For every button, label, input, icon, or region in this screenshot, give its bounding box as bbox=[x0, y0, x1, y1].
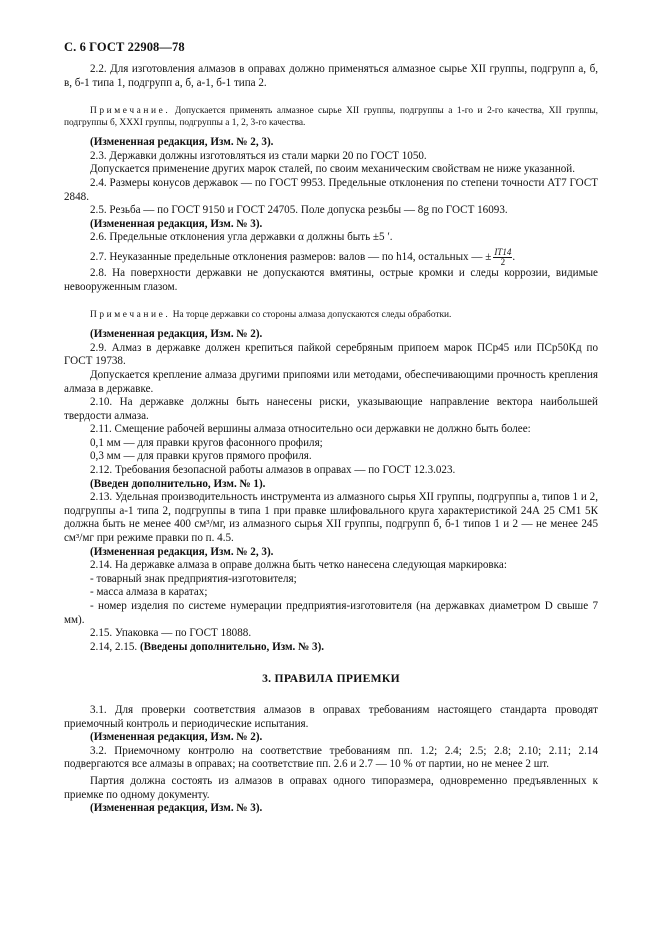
fraction-numerator: IT14 bbox=[494, 246, 512, 257]
clause-ref: 2.14, 2.15. bbox=[90, 640, 138, 653]
clause-2-10: 2.10. На державке должны быть нанесены риски, указывающие направление вектора наибольшей твердости алмаза. bbox=[64, 396, 598, 422]
note-text: На торце державки со стороны алмаза допускаются следы обработки. bbox=[170, 310, 452, 321]
note-label: Примечание. bbox=[90, 310, 171, 321]
edition-note: (Измененная редакция, Изм. № 2). bbox=[90, 731, 263, 744]
clause-3-2-extra: Партия должна состоять из алмазов в оправах одного типоразмера, одновременно предъявленных к приемке по одному документу. bbox=[64, 774, 598, 801]
marking-item: - номер изделия по системе нумерации предприятия-изготовителя (на державках диаметром D свыше 7 мм). bbox=[64, 600, 598, 626]
section-title: 3. ПРАВИЛА ПРИЕМКИ bbox=[262, 672, 400, 686]
fraction bbox=[493, 248, 512, 267]
clause-2-4: 2.4. Размеры конусов державок — по ГОСТ 9953. Предельные отклонения по степени точности АТ7 ГОСТ 2848. bbox=[64, 176, 598, 203]
edition-note: (Введен дополнительно, Изм. № 1). bbox=[90, 477, 266, 490]
marking-item: - масса алмаза в каратах; bbox=[90, 586, 208, 599]
clause-2-6: 2.6. Предельные отклонения угла державки α должны быть ±5 ′. bbox=[90, 231, 393, 244]
edition-note: (Введены дополнительно, Изм. № 3). bbox=[139, 640, 325, 653]
clause-3-2: 3.2. Приемочному контролю на соответствие требованиям пп. 1.2; 2.4; 2.5; 2.8; 2.10; 2.11; 2.14 подвергаются все алмазы в оправах; на соответствие пп. 2.6 и 2.7 — 10 % от партии, но не менее 2 шт. bbox=[64, 744, 598, 771]
clause-2-11-b: 0,3 мм — для правки кругов прямого профиля. bbox=[90, 450, 312, 463]
note-text: Допускается применять алмазное сырье XII группы, подгруппы а 1-го и 2-го качества, XII группы, подгруппы б, XXXI группы, подгруппы а 1, 2, 3-го качества. bbox=[64, 106, 598, 129]
clause-2-15: 2.15. Упаковка — по ГОСТ 18088. bbox=[90, 627, 252, 640]
clause-2-7 bbox=[64, 248, 598, 267]
clause-2-7-end: . bbox=[512, 250, 516, 263]
edition-note: (Измененная редакция, Изм. № 3). bbox=[90, 802, 263, 815]
note-label: Примечание. bbox=[90, 106, 171, 117]
fraction-denominator: 2 bbox=[500, 256, 506, 267]
edition-note: (Измененная редакция, Изм. № 2, 3). bbox=[90, 136, 274, 149]
clause-2-8: 2.8. На поверхности державки не допускаются вмятины, острые кромки и следы коррозии, видимые невооруженным глазом. bbox=[64, 266, 598, 293]
note-1 bbox=[64, 105, 598, 129]
clause-2-5: 2.5. Резьба — по ГОСТ 9150 и ГОСТ 24705. Поле допуска резьбы — 8g по ГОСТ 16093. bbox=[90, 204, 508, 217]
clause-2-14: 2.14. На державке алмаза в оправе должна быть четко нанесена следующая маркировка: bbox=[90, 559, 507, 572]
clause-2-13: 2.13. Удельная производительность инструмента из алмазного сырья XII группы, подгруппы а, типов 1 и 2, подгруппы а-1 типа 2, подгруппы в типа 1 при правке шлифовального круга характеристикой 24А 25 СМ1 5К должна быть не менее 400 см³/мг, из алмазного сырья XII группы, подгрупп б, б-1 типов 1 и 2 — не менее 245 см³/мг при режиме правки по п. 4.5. bbox=[64, 491, 598, 545]
marking-item: - товарный знак предприятия-изготовителя; bbox=[90, 572, 297, 585]
spacer bbox=[64, 294, 598, 304]
clause-2-11-a: 0,1 мм — для правки кругов фасонного профиля; bbox=[90, 436, 323, 449]
spacer bbox=[64, 90, 598, 100]
note-2 bbox=[64, 309, 598, 321]
clause-2-9-extra: Допускается крепление алмаза другими припоями или методами, обеспечивающими прочность крепления алмаза в державке. bbox=[64, 368, 598, 395]
clause-2-12: 2.12. Требования безопасной работы алмазов в оправах — по ГОСТ 12.3.023. bbox=[90, 464, 456, 477]
edition-note: (Измененная редакция, Изм. № 2, 3). bbox=[90, 545, 274, 558]
clause-2-3-extra: Допускается применение других марок сталей, по своим механическим свойствам не ниже указанной. bbox=[90, 163, 576, 176]
clause-3-1: 3.1. Для проверки соответствия алмазов в оправах требованиям настоящего стандарта проводят приемочный контроль и периодические испытания. bbox=[64, 703, 598, 730]
page-header: С. 6 ГОСТ 22908—78 bbox=[64, 40, 185, 54]
clause-2-3: 2.3. Державки должны изготовляться из стали марки 20 по ГОСТ 1050. bbox=[90, 149, 427, 162]
edition-note: (Измененная редакция, Изм. № 2). bbox=[90, 328, 263, 341]
clause-2-9: 2.9. Алмаз в державке должен крепиться пайкой серебряным припоем марок ПСр45 или ПСр50Кд по ГОСТ 19738. bbox=[64, 341, 598, 368]
clause-2-7-text: 2.7. Неуказанные предельные отклонения размеров: валов — по h14, остальных — ± bbox=[90, 250, 492, 263]
clause-2-2: 2.2. Для изготовления алмазов в оправах должно применяться алмазное сырье XII группы, подгрупп а, б, в, б-1 типа 1, подгрупп а, б, а-1, б-1 типа 2. bbox=[64, 63, 598, 89]
document-body bbox=[64, 63, 598, 816]
edition-note: (Измененная редакция, Изм. № 3). bbox=[90, 217, 263, 230]
clause-2-14-2-15-note bbox=[64, 641, 598, 655]
clause-2-11: 2.11. Смещение рабочей вершины алмаза относительно оси державки не должно быть более: bbox=[90, 423, 531, 436]
